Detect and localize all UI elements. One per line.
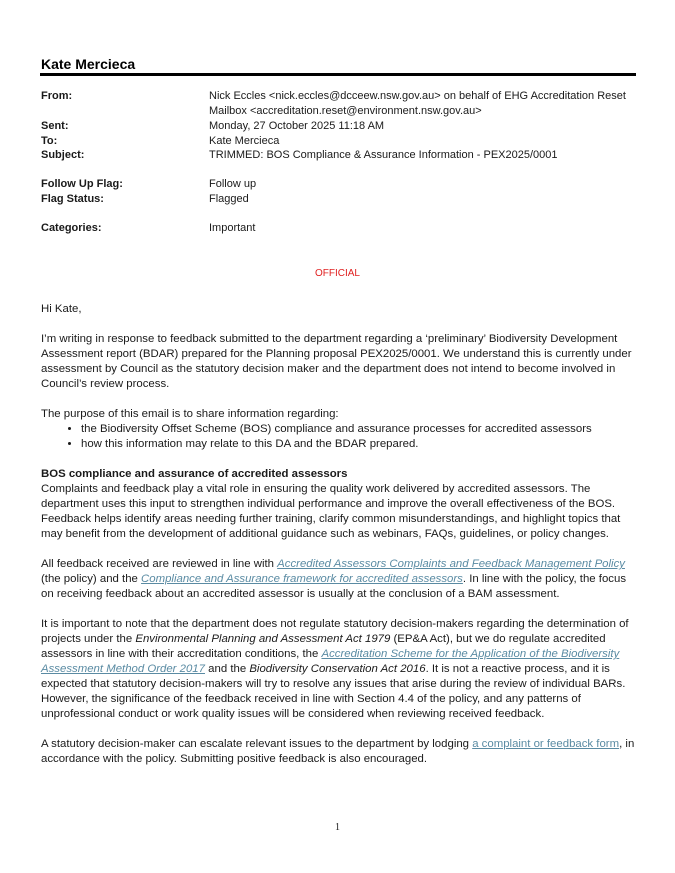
from-value-line1: Nick Eccles <nick.eccles@dcceew.nsw.gov.au> on behalf of EHG Accreditation Reset <box>209 90 626 102</box>
list-item: • the Biodiversity Offset Scheme (BOS) compliance and assurance processes for accredited assessors <box>81 422 639 437</box>
page-number: 1 <box>335 822 340 833</box>
followup-value: Follow up <box>209 178 257 190</box>
from-value-line2: Mailbox <accreditation.reset@environment.nsw.gov.au> <box>209 105 482 117</box>
flagstatus-label: Flag Status: <box>41 193 104 205</box>
paragraph-complaints: Complaints and feedback play a vital role in ensuring the quality work delivered by accredited assessors. The department uses this input to strengthen individual performance and improve the overall effectiveness of the BOS. Feedback helps identify areas needing further training, clarify common misunderstandings, and highlight topics that may benefit from the development of additional guidance such as webinars, FAQs, guidelines, or policy changes. <box>41 483 621 540</box>
sent-label: Sent: <box>41 120 69 132</box>
compliance-framework-link[interactable]: Compliance and Assurance framework for accredited assessors <box>141 573 463 585</box>
paragraph-regulation <box>41 617 639 722</box>
from-label: From: <box>41 90 73 102</box>
text: and the <box>204 663 250 675</box>
section-heading: BOS compliance and assurance of accredited assessors <box>41 468 348 480</box>
to-label: To: <box>41 135 58 147</box>
header-rule <box>40 73 636 76</box>
complaints-policy-link[interactable]: Accredited Assessors Complaints and Feedback Management Policy <box>277 558 625 570</box>
text: (EP&A Act), but we do regulate accredited assessors in line with their accreditation conditions, the <box>41 633 606 660</box>
subject-label: Subject: <box>41 149 85 161</box>
paragraph-escalate <box>41 737 639 767</box>
email-body <box>41 302 639 782</box>
followup-label: Follow Up Flag: <box>41 178 123 190</box>
text: . In line with the policy, the focus on receiving feedback about an accredited assessor is usually at the conclusion of a BAM assessment. <box>41 573 627 600</box>
classification-label: OFFICIAL <box>314 268 360 279</box>
text: It is important to note that the department does not regulate statutory decision-makers regarding the determination of projects under the <box>41 618 629 645</box>
paragraph-purpose: The purpose of this email is to share information regarding: <box>41 408 339 420</box>
text: (the policy) and the <box>41 573 142 585</box>
greeting: Hi Kate, <box>41 303 82 315</box>
subject-value: TRIMMED: BOS Compliance & Assurance Information - PEX2025/0001 <box>209 149 558 161</box>
paragraph-feedback-review <box>41 557 639 602</box>
accreditation-scheme-link[interactable]: Accreditation Scheme for the Application of the Biodiversity Assessment Method Order 2017 <box>41 648 620 675</box>
purpose-list <box>41 422 639 452</box>
act-name: Biodiversity Conservation Act 2016 <box>249 663 426 675</box>
paragraph-intro: I’m writing in response to feedback submitted to the department regarding a ‘preliminary’ Biodiversity Development Assessment report (BDAR) prepared for the Planning proposal PEX2025/0001. We understand this is currently under assessment by Council as the statutory decision maker and the department does not intend to become involved in Council’s review process. <box>41 333 632 390</box>
categories-label: Categories: <box>41 222 102 234</box>
text: All feedback received are reviewed in line with <box>41 558 278 570</box>
mailbox-owner-name: Kate Mercieca <box>41 56 136 72</box>
flagstatus-value: Flagged <box>209 193 249 205</box>
act-name: Environmental Planning and Assessment Act 1979 <box>135 633 391 645</box>
text: A statutory decision-maker can escalate relevant issues to the department by lodging <box>41 738 473 750</box>
text: . It is not a reactive process, and it is expected that statutory decision-makers will try to resolve any issues that arise during the review of individual BARs. However, the significance of the feedback received in line with Section 4.4 of the policy, and any patterns of unprofessional conduct or work quality issues will be considered when reviewing received feedback. <box>41 663 626 720</box>
from-value <box>209 89 649 119</box>
categories-value: Important <box>209 222 256 234</box>
complaint-form-link[interactable]: a complaint or feedback form <box>472 738 620 750</box>
text: , in accordance with the policy. Submitting positive feedback is also encouraged. <box>41 738 635 765</box>
list-item: • how this information may relate to this DA and the BDAR prepared. <box>81 437 639 452</box>
to-value: Kate Mercieca <box>209 135 280 147</box>
sent-value: Monday, 27 October 2025 11:18 AM <box>209 120 385 132</box>
